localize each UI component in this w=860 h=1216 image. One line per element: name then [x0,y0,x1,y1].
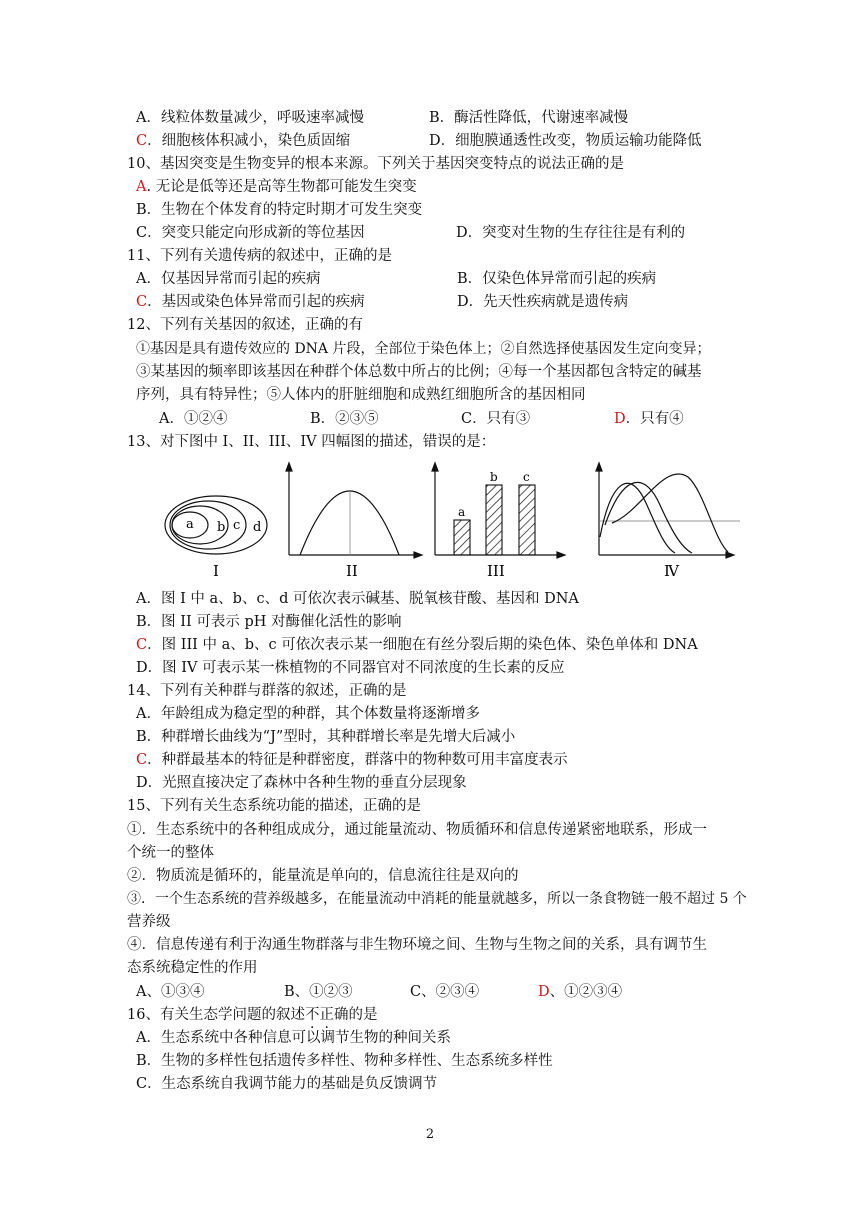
fig2-label: II [346,562,358,580]
q10-option-b: B．生物在个体发育的特定时期才可发生突变 [136,202,423,218]
option-text: ．基因或染色体异常而引起的疾病 [147,294,365,310]
q15-stem: 15、下列有关生态系统功能的描述，正确的是 [127,798,421,814]
fig1-letter-a: a [186,517,194,532]
fig3-label: III [487,562,505,580]
answer-letter: C [136,752,148,768]
q15-statement-3: ③．一个生态系统的营养级越多，在能量流动中消耗的能量就越多，所以一条食物链一般不超过 5 个 [127,891,747,907]
fig3-bars [454,470,535,555]
q16-option-a: A．生态系统中各种信息可以调节生物的种间关系 [136,1030,451,1046]
q10-option-d: D．突变对生物的生存往往是有利的 [456,225,686,241]
q11-option-b: B．仅染色体异常而引起的疾病 [457,271,657,287]
q16-option-b: B．生物的多样性包括遗传多样性、物种多样性、生态系统多样性 [136,1053,553,1069]
option-text: ．只有④ [625,411,684,427]
ellipse-d [165,496,267,554]
stem-text: 16、有关生态学问题的叙述 [127,1007,305,1023]
q12-statement-line: ①基因是具有遗传效应的 DNA 片段，全部位于染色体上；②自然选择使基因发生定向变异； [136,341,711,357]
fig1-letter-d: d [253,520,262,535]
option-text: ．种群最基本的特征是种群密度，群落中的物种数可用丰富度表示 [147,752,568,768]
fig3-x-arrow [557,552,565,558]
q9-option-d: D．细胞膜通透性改变，物质运输功能降低 [429,133,702,149]
stem-text: 确的是 [333,1007,378,1023]
q9-option-a: A．线粒体数量减少，呼吸速率减慢 [136,110,364,126]
q11-option-d: D．先天性疾病就是遗传病 [457,294,629,310]
page-number: 2 [425,1127,435,1142]
fig3-bar-c [519,485,535,555]
q13-figures [0,455,860,585]
fig2-x-arrow [414,552,422,558]
option-text: 、①②③④ [549,984,623,1000]
q12-option-d [614,409,684,429]
fig1-letter-c: c [233,518,241,533]
q10-stem: 10、基因突变是生物变异的根本来源。下列关于基因突变特点的说法正确的是 [127,156,624,172]
answer-letter: D [538,984,550,1000]
option-text: ．细胞核体积减小，染色质固缩 [147,133,351,149]
fig3-bar-label-a: a [458,505,466,519]
fig4-x-arrow [726,552,734,558]
answer-letter: C [136,637,148,653]
fig2-curve [300,491,399,555]
q14-stem: 14、下列有关种群与群落的叙述，正确的是 [127,683,407,699]
q12-option-a: A．①②④ [159,411,228,427]
q14-option-a: A．年龄组成为稳定型的种群，其个体数量将逐渐增多 [136,706,480,722]
q14-option-c [136,750,568,770]
fig1-label: I [213,562,219,580]
q15-statement-4: ④．信息传递有利于沟通生物群落与非生物环境之间、生物与生物之间的关系，具有调节生 [127,937,707,953]
q15-statement-1-cont: 个统一的整体 [127,845,214,861]
figure-4 [596,463,740,558]
fig2-y-arrow [286,463,292,471]
fig3-bar-a [454,520,470,555]
q15-option-d [538,982,622,1002]
q11-option-c [136,292,365,312]
fig4-label: Ⅳ [664,562,679,580]
answer-letter: C [136,133,148,149]
fig4-curve-1 [600,483,675,553]
q13-option-a: A．图 I 中 a、b、c、d 可依次表示碱基、脱氧核苷酸、基因和 DNA [136,591,579,607]
emphasis-char: 不 [304,1007,320,1023]
q12-stem: 12、下列有关基因的叙述，正确的有 [127,317,363,333]
q15-statement-4-cont: 态系统稳定性的作用 [127,960,258,976]
fig4-curve-3 [612,474,728,552]
option-text: ．图 III 中 a、b、c 可依次表示某一细胞在有丝分裂后期的染色体、染色单体和 DNA [147,637,698,653]
fig3-y-arrow [432,463,438,471]
q11-stem: 11、下列有关遗传病的叙述中，正确的是 [127,248,392,264]
answer-letter: D [614,411,626,427]
q13-stem: 13、对下图中 I、II、III、IV 四幅图的描述，错误的是： [127,434,496,450]
emphasis-char: 正 [319,1007,334,1023]
fig4-y-arrow [596,463,602,471]
q16-stem [127,1005,377,1025]
figure-1 [165,496,267,554]
q13-option-b: B．图 II 可表示 pH 对酶催化活性的影响 [136,614,402,630]
q15-statement-2: ②．物质流是循环的，能量流是单向的，信息流往往是双向的 [127,868,519,884]
answer-letter: C [136,294,148,310]
q15-statement-3-cont: 营养级 [127,914,171,930]
figure-2 [286,463,422,558]
answer-letter: A [136,179,147,195]
option-text: . 无论是低等还是高等生物都可能发生突变 [146,179,417,195]
q13-option-d: D．图 IV 可表示某一株植物的不同器官对不同浓度的生长素的反应 [136,660,565,676]
q15-option-a: A、①③④ [136,984,205,1000]
q15-option-b: B、①②③ [284,984,353,1000]
q9-option-c [136,131,350,151]
q10-option-c: C．突变只能定向形成新的等位基因 [136,225,365,241]
q15-option-c: C、②③④ [410,984,480,1000]
fig3-bar-label-b: b [490,470,498,484]
q14-option-d: D．光照直接决定了森林中各种生物的垂直分层现象 [136,775,467,791]
q11-option-a: A．仅基因异常而引起的疾病 [136,271,321,287]
q14-option-b: B．种群增长曲线为“J”型时，其种群增长率是先增大后减小 [136,729,516,745]
fig1-letter-b: b [217,520,226,535]
q10-option-a [136,177,417,197]
q9-option-b: B．酶活性降低，代谢速率减慢 [429,110,629,126]
q12-option-b: B．②③⑤ [310,411,379,427]
q12-statement-line: ③某基因的频率即该基因在种群个体总数中所占的比例；④每一个基因都包含特定的碱基 [136,364,702,380]
q13-option-c [136,635,698,655]
q15-statement-1: ①．生态系统中的各种组成成分，通过能量流动、物质循环和信息传递紧密地联系，形成一 [127,822,707,838]
fig3-bar-b [486,485,502,555]
fig3-bar-label-c: c [523,470,530,484]
q12-statement-line: 序列，具有特异性；⑤人体内的肝脏细胞和成熟红细胞所含的基因相同 [136,387,586,403]
q12-option-c: C．只有③ [461,411,531,427]
q16-option-c: C．生态系统自我调节能力的基础是负反馈调节 [136,1076,438,1092]
